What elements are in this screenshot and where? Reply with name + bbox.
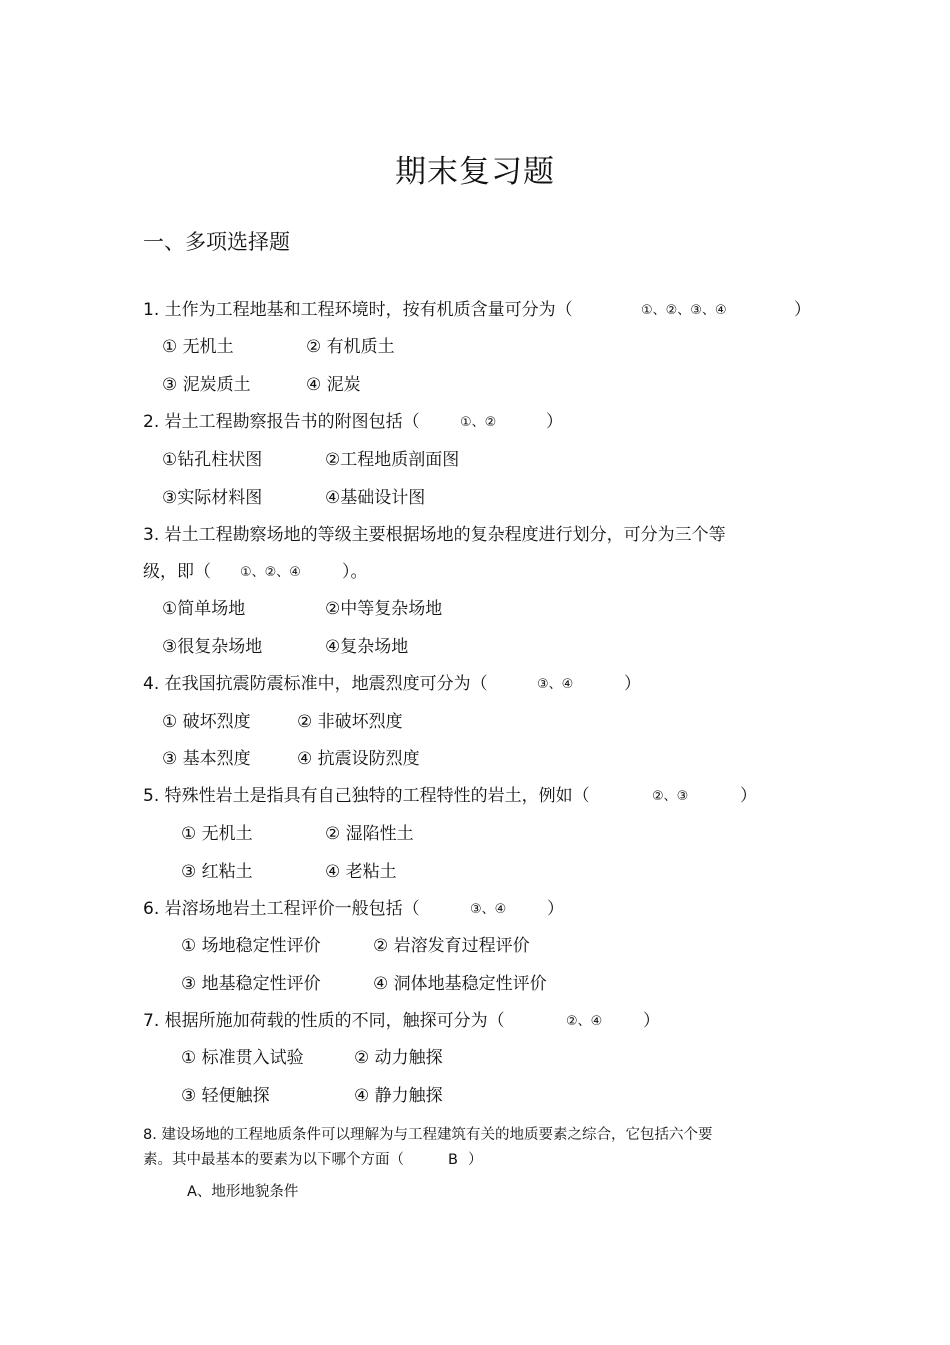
option: ④ 静力触探 [354, 1086, 443, 1106]
page-title: 期末复习题 [395, 154, 555, 190]
option: ② 动力触探 [354, 1048, 443, 1068]
option: ②中等复杂场地 [325, 599, 443, 619]
option: ① 无机土 [181, 824, 253, 844]
option: ② 湿陷性土 [325, 824, 414, 844]
option: ④ 抗震设防烈度 [297, 749, 420, 769]
option: ① 标准贯入试验 [181, 1048, 304, 1068]
question-6: 6. 岩溶场地岩土工程评价一般包括（ [143, 899, 420, 919]
option: ④复杂场地 [325, 637, 409, 657]
question-5: 5. 特殊性岩土是指具有自己独特的工程特性的岩土，例如（ [143, 786, 590, 806]
bracket-close: ） [546, 412, 563, 432]
answer-1: ①、②、③、④ [641, 303, 727, 318]
question-2: 2. 岩土工程勘察报告书的附图包括（ [143, 412, 420, 432]
answer-6: ③、④ [470, 902, 507, 917]
answer-5: ②、③ [652, 789, 689, 804]
option: ② 非破坏烈度 [297, 712, 403, 732]
option: ① 无机土 [162, 337, 234, 357]
bracket-close: ） [643, 1011, 660, 1031]
answer-8: B [448, 1152, 458, 1168]
section-heading: 一、多项选择题 [143, 230, 290, 254]
option: ③ 轻便触探 [181, 1086, 270, 1106]
option: ④ 洞体地基稳定性评价 [373, 974, 547, 994]
bracket-close: ） [547, 899, 564, 919]
answer-7: ②、④ [566, 1014, 603, 1029]
option: ② 岩溶发育过程评价 [373, 936, 530, 956]
option: ④基础设计图 [325, 488, 426, 508]
answer-2: ①、② [460, 415, 497, 430]
option: ①简单场地 [162, 599, 246, 619]
option: ③ 基本烈度 [162, 749, 251, 769]
bracket-close: ）。 [342, 562, 368, 582]
question-7: 7. 根据所施加荷载的性质的不同，触探可分为（ [143, 1011, 505, 1031]
question-4: 4. 在我国抗震防震标准中，地震烈度可分为（ [143, 674, 488, 694]
option: ② 有机质土 [306, 337, 395, 357]
question-text: 1. 土作为工程地基和工程环境时，按有机质含量可分为（ [143, 300, 573, 320]
option: ②工程地质剖面图 [325, 450, 460, 470]
option: ③实际材料图 [162, 488, 263, 508]
option: ③ 红粘土 [181, 862, 253, 882]
option: ④ 泥炭 [306, 375, 361, 395]
option: ① 场地稳定性评价 [181, 936, 321, 956]
question-3: 3. 岩土工程勘察场地的等级主要根据场地的复杂程度进行划分，可分为三个等 [143, 525, 726, 545]
option: ① 破坏烈度 [162, 712, 251, 732]
option: A、地形地貌条件 [187, 1184, 299, 1200]
question-8: 8. 建设场地的工程地质条件可以理解为与工程建筑有关的地质要素之综合，它包括六个要 [143, 1127, 713, 1143]
option: ③很复杂场地 [162, 637, 263, 657]
option: ③ 地基稳定性评价 [181, 974, 321, 994]
bracket-close: ） [740, 786, 757, 806]
option: ③ 泥炭质土 [162, 375, 251, 395]
question-3-cont: 级，即（ [143, 562, 211, 582]
answer-4: ③、④ [537, 677, 574, 692]
bracket-close: ） [794, 300, 811, 320]
question-1 [143, 299, 573, 321]
bracket-close: ） [468, 1152, 483, 1168]
bracket-close: ） [624, 674, 641, 694]
question-8-cont: 素。其中最基本的要素为以下哪个方面（ [143, 1152, 404, 1168]
option: ④ 老粘土 [325, 862, 397, 882]
option: ①钻孔柱状图 [162, 450, 263, 470]
answer-3: ①、②、④ [240, 565, 301, 580]
